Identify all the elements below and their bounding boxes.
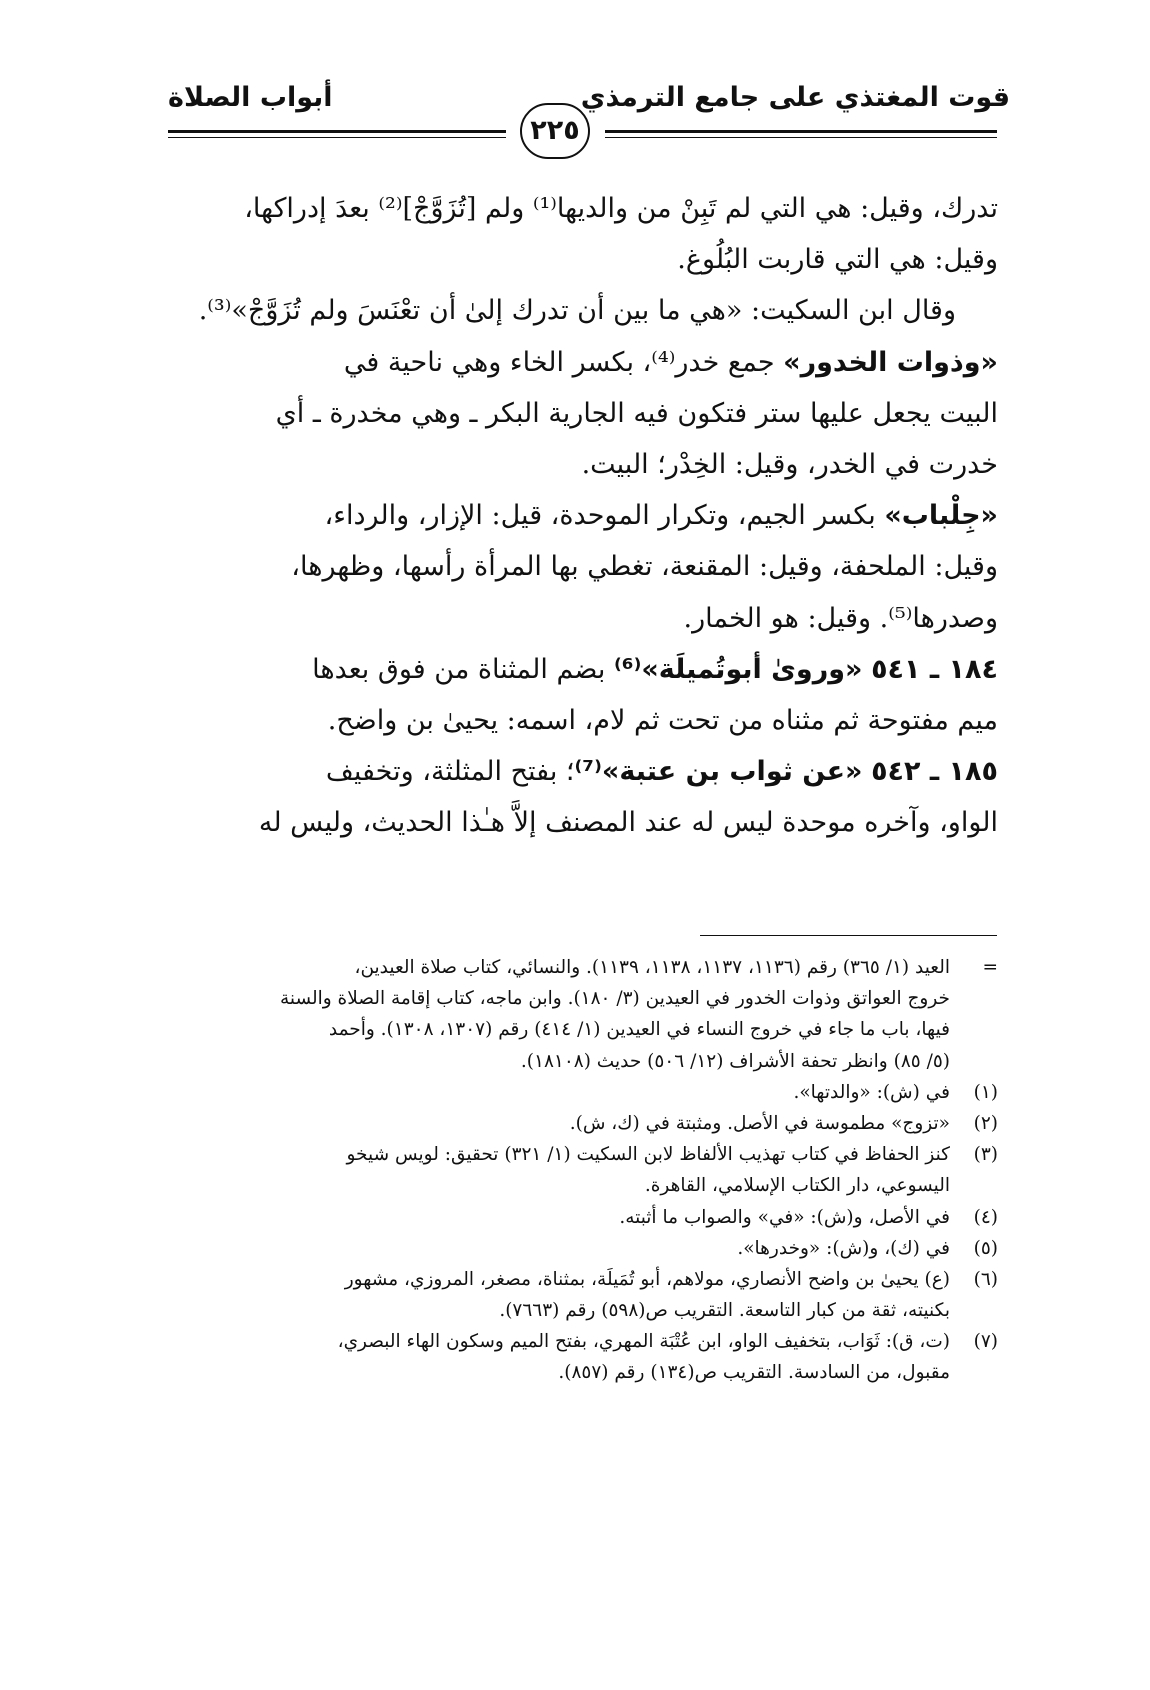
- footnote-1: [168, 1077, 998, 1108]
- hadith-number: ١٨٤ ـ ٥٤١: [871, 653, 998, 685]
- footnote-text: [168, 1077, 950, 1108]
- footnote-continued: [168, 952, 998, 1077]
- footnote-2: [168, 1108, 998, 1139]
- header-rule-right: [605, 130, 997, 138]
- footnote-marker: (١): [973, 1081, 998, 1103]
- footnote-text: [168, 1326, 950, 1388]
- book-title-header: قوت المغتذي على جامع الترمذي: [580, 82, 1010, 113]
- footnote-text: [168, 1233, 950, 1264]
- footnote-line: (٥/ ٨٥) وانظر تحفة الأشراف (١٢/ ٥٠٦) حديث (١٨١٠٨).: [520, 1050, 950, 1072]
- footnote-line: (ت، ق): ثَوَاب، بتخفيف الواو، ابن عُتْبَة المهري، بفتح الميم وسكون الهاء البصري،: [337, 1331, 950, 1353]
- footnote-line: في الأصل، و(ش): «في» والصواب ما أثبته.: [619, 1206, 950, 1228]
- footnote-7: [168, 1326, 998, 1388]
- body-line: [168, 337, 998, 388]
- body-line: ميم مفتوحة ثم مثناه من تحت ثم لام، اسمه: يحيىٰ بن واضح.: [327, 704, 998, 736]
- footnote-marker: (٥): [973, 1237, 998, 1259]
- term-bold: «وروىٰ أبوتُميلَة»⁽⁶⁾: [613, 653, 863, 685]
- footnote-marker: (٦): [973, 1268, 998, 1290]
- body-line: وقيل: هي التي قاربت البُلُوغ.: [677, 244, 998, 276]
- footnote-text: [168, 952, 950, 1077]
- footnote-line: بكنيته، ثقة من كبار التاسعة. التقريب ص(٥٩٨) رقم (٧٦٦٣).: [499, 1300, 950, 1322]
- footnote-line: «تزوج» مطموسة في الأصل. ومثبتة في (ك، ش).: [569, 1112, 950, 1134]
- footnote-4: [168, 1202, 998, 1233]
- main-text: [168, 183, 998, 848]
- term-bold: «جِلْباب»: [884, 500, 998, 532]
- body-line: وصدرها⁽⁵⁾. وقيل: هو الخمار.: [683, 602, 998, 634]
- header-rule-left: [168, 130, 506, 138]
- body-line: وقال ابن السكيت: «هي ما بين أن تدرك إلىٰ أن تعْنَسَ ولم تُزَوَّجْ»⁽³⁾.: [198, 295, 956, 327]
- footnote-line: مقبول، من السادسة. التقريب ص(١٣٤) رقم (٨٥٧).: [558, 1362, 950, 1384]
- body-line: الواو، وآخره موحدة ليس له عند المصنف إلاَّ هـٰذا الحديث، وليس له: [258, 807, 998, 839]
- footnote-line: فيها، باب ما جاء في خروج النساء في العيدين (١/ ٤١٤) رقم (١٣٠٧، ١٣٠٨). وأحمد: [328, 1019, 950, 1041]
- footnote-marker: (٤): [973, 1206, 998, 1228]
- footnote-marker: =: [982, 957, 998, 978]
- footnote-line: اليسوعي، دار الكتاب الإسلامي، القاهرة.: [644, 1175, 950, 1197]
- body-line: وقيل: الملحفة، وقيل: المقنعة، تغطي بها المرأة رأسها، وظهرها،: [291, 551, 998, 583]
- term-bold: «عن ثواب بن عتبة»⁽⁷⁾: [574, 756, 863, 788]
- footnote-text: [168, 1108, 950, 1139]
- body-line: [168, 746, 998, 797]
- footnote-line: في (ش): «والدتها».: [793, 1081, 950, 1103]
- footnote-text: [168, 1202, 950, 1233]
- chapter-title-header: أبواب الصلاة: [168, 82, 333, 113]
- body-line-text: بكسر الجيم، وتكرار الموحدة، قيل: الإزار، والرداء،: [324, 500, 876, 532]
- body-line-text: ؛ بفتح المثلثة، وتخفيف: [325, 756, 575, 788]
- term-bold: «وذوات الخدور»: [783, 346, 998, 378]
- footnotes: [168, 952, 998, 1389]
- page-number-badge: ٢٢٥: [520, 103, 590, 159]
- body-line: تدرك، وقيل: هي التي لم تَبِنْ من والديها⁽¹⁾ ولم [تُزَوَّجْ]⁽²⁾ بعدَ إدراكها،: [244, 193, 998, 224]
- body-line-text: جمع خدر⁽⁴⁾، بكسر الخاء وهي ناحية في: [343, 346, 775, 378]
- footnote-text: [168, 1264, 950, 1326]
- footnote-line: كنز الحفاظ في كتاب تهذيب الألفاظ لابن السكيت (١/ ٣٢١) تحقيق: لويس شيخو: [346, 1144, 950, 1166]
- body-line: البيت يجعل عليها ستر فتكون فيه الجارية البكر ـ وهي مخدرة ـ أي: [275, 397, 998, 429]
- footnote-separator: [700, 935, 997, 936]
- footnote-line: في (ك)، و(ش): «وخدرها».: [737, 1237, 950, 1259]
- footnote-text: [168, 1139, 950, 1201]
- footnote-marker: (٢): [973, 1112, 998, 1134]
- body-line: [168, 490, 998, 541]
- footnote-5: [168, 1233, 998, 1264]
- footnote-marker: (٣): [973, 1144, 998, 1166]
- hadith-number: ١٨٥ ـ ٥٤٢: [871, 756, 998, 788]
- footnote-line: (ع) يحيىٰ بن واضح الأنصاري، مولاهم، أبو تُمَيلَة، بمثناة، مصغر، المروزي، مشهور: [344, 1268, 950, 1290]
- footnote-line: العيد (١/ ٣٦٥) رقم (١١٣٦، ١١٣٧، ١١٣٨، ١١٣٩). والنسائي، كتاب صلاة العيدين،: [354, 957, 950, 978]
- body-line: [168, 644, 998, 695]
- footnote-3: [168, 1139, 998, 1201]
- footnote-marker: (٧): [973, 1331, 998, 1353]
- body-line: خدرت في الخدر، وقيل: الخِدْر؛ البيت.: [581, 448, 998, 480]
- footnote-6: [168, 1264, 998, 1326]
- body-line-text: بضم المثناة من فوق بعدها: [312, 653, 606, 685]
- footnote-line: خروج العواتق وذوات الخدور في العيدين (٣/ ١٨٠). وابن ماجه، كتاب إقامة الصلاة والسنة: [279, 988, 950, 1010]
